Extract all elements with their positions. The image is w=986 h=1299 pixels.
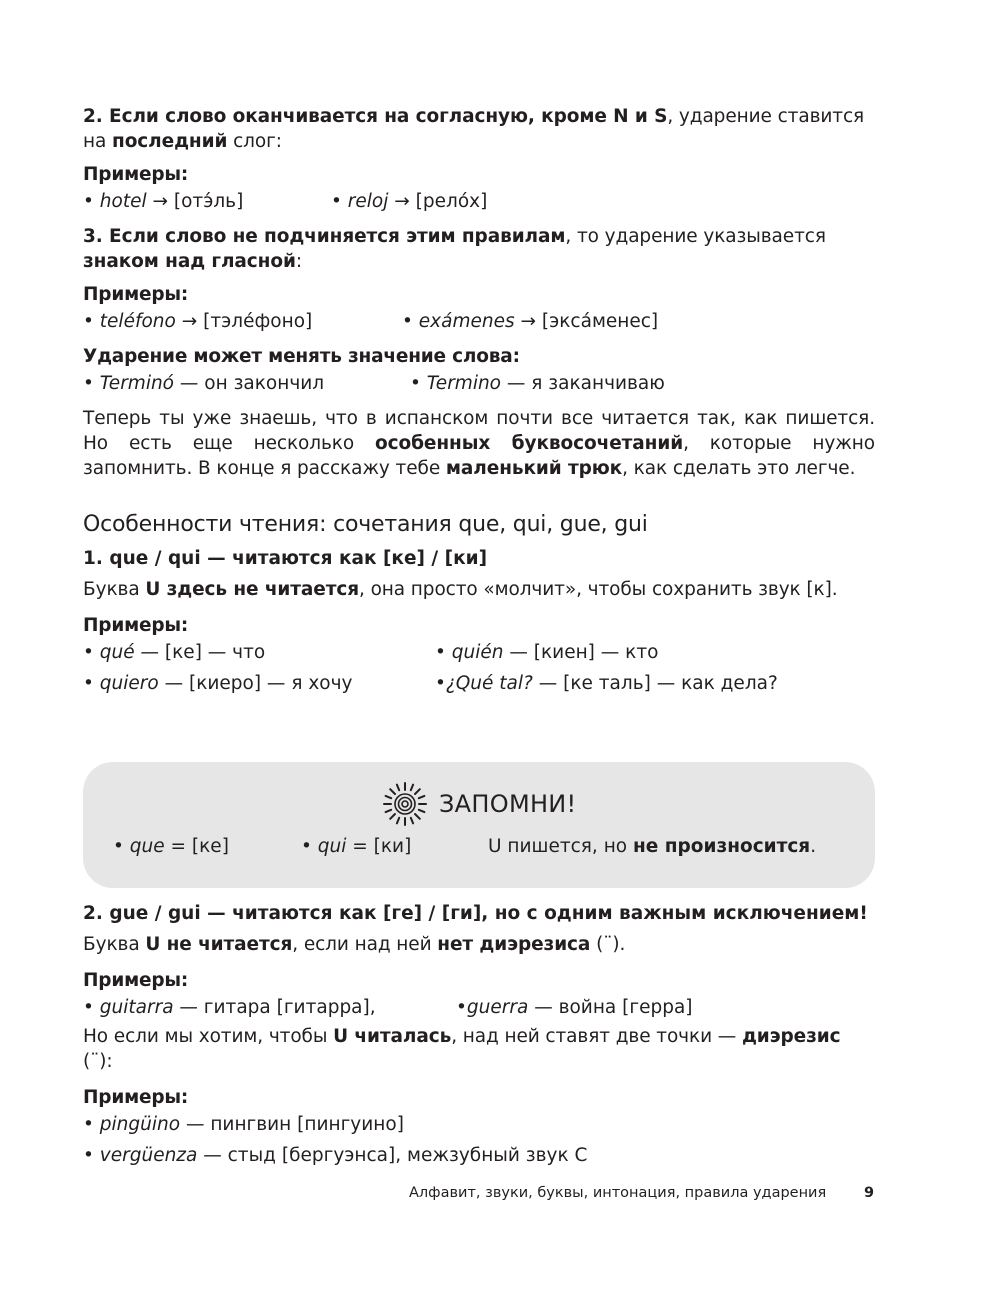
example-item: • Termino — я заканчиваю bbox=[410, 373, 665, 394]
example-row bbox=[83, 187, 875, 218]
rule-2-bold: 2. Если слово оканчивается на согласную, кроме N и S bbox=[83, 106, 668, 127]
example-row bbox=[83, 638, 875, 669]
sun-icon bbox=[381, 780, 429, 828]
examples-label: Примеры: bbox=[83, 1087, 189, 1108]
remember-box bbox=[83, 762, 875, 888]
example-item: • hotel → [отэ́ль] bbox=[83, 191, 244, 212]
example-item: •¿Qué tal? — [ке таль] — как дела? bbox=[435, 673, 778, 694]
example-item: • Terminó — он закончил bbox=[83, 373, 325, 394]
example-item: • pingüino — пингвин [пингуино] bbox=[83, 1114, 404, 1135]
example-item: • quién — [киен] — кто bbox=[435, 642, 659, 663]
example-item: • exámenes → [экса́менес] bbox=[402, 311, 659, 332]
examples-label: Примеры: bbox=[83, 615, 189, 636]
section-title: Особенности чтения: сочетания que, qui, gue, gui bbox=[83, 512, 648, 537]
examples-label: Примеры: bbox=[83, 284, 189, 305]
example-row bbox=[83, 369, 875, 400]
que-heading: 1. que / qui — читаются как [ке] / [ки] bbox=[83, 548, 488, 569]
gue-section bbox=[83, 901, 875, 1172]
example-row bbox=[83, 307, 875, 338]
remember-note: U пишется, но не произносится. bbox=[488, 836, 817, 857]
diaeresis-paragraph: Но если мы хотим, чтобы U читалась, над ней ставят две точки — диэрезис (¨): bbox=[83, 1026, 841, 1072]
examples-label: Примеры: bbox=[83, 164, 189, 185]
remember-title-text: ЗАПОМНИ! bbox=[439, 790, 577, 818]
page-content bbox=[83, 104, 875, 700]
example-row bbox=[83, 1110, 875, 1141]
example-row bbox=[83, 1141, 875, 1172]
rule-3-paragraph: 3. Если слово не подчиняется этим правилам, то ударение указывается знаком над гласной: bbox=[83, 226, 826, 272]
example-row bbox=[83, 993, 875, 1024]
gue-paragraph: Буква U не читается, если над ней нет диэрезиса (¨). bbox=[83, 934, 626, 955]
page-number: 9 bbox=[864, 1185, 875, 1201]
example-item: •guerra — война [герра] bbox=[456, 997, 693, 1018]
example-item: • guitarra — гитара [гитарра], bbox=[83, 997, 376, 1018]
remember-item: • qui = [ки] bbox=[301, 836, 412, 857]
examples-label: Примеры: bbox=[83, 970, 189, 991]
remember-title bbox=[381, 784, 576, 824]
running-footer: Алфавит, звуки, буквы, интонация, правила ударения bbox=[409, 1185, 827, 1201]
remember-item: • que = [ке] bbox=[113, 836, 229, 857]
gue-heading: 2. gue / gui — читаются как [ге] / [ги], но с одним важным исключением! bbox=[83, 903, 868, 924]
rule-2-paragraph: 2. Если слово оканчивается на согласную, кроме N и S, ударение ставится на последний слог: bbox=[83, 106, 865, 152]
example-item: • qué — [ке] — что bbox=[83, 642, 266, 663]
intro-paragraph: Теперь ты уже знаешь, что в испанском почти все читается так, как пишется. Но есть еще несколько особенных буквосочетаний, которые нужно запомнить. В конце я расскажу тебе маленький трюк, как сделать это легче. bbox=[83, 408, 875, 479]
example-row bbox=[83, 669, 875, 700]
example-item: • reloj → [рело́х] bbox=[331, 191, 488, 212]
meaning-label: Ударение может менять значение слова: bbox=[83, 346, 520, 367]
example-item: • teléfono → [тэле́фоно] bbox=[83, 311, 313, 332]
example-item: • vergüenza — стыд [бергуэнса], межзубный звук С bbox=[83, 1145, 588, 1166]
example-item: • quiero — [киеро] — я хочу bbox=[83, 673, 353, 694]
que-paragraph: Буква U здесь не читается, она просто «молчит», чтобы сохранить звук [к]. bbox=[83, 579, 838, 600]
